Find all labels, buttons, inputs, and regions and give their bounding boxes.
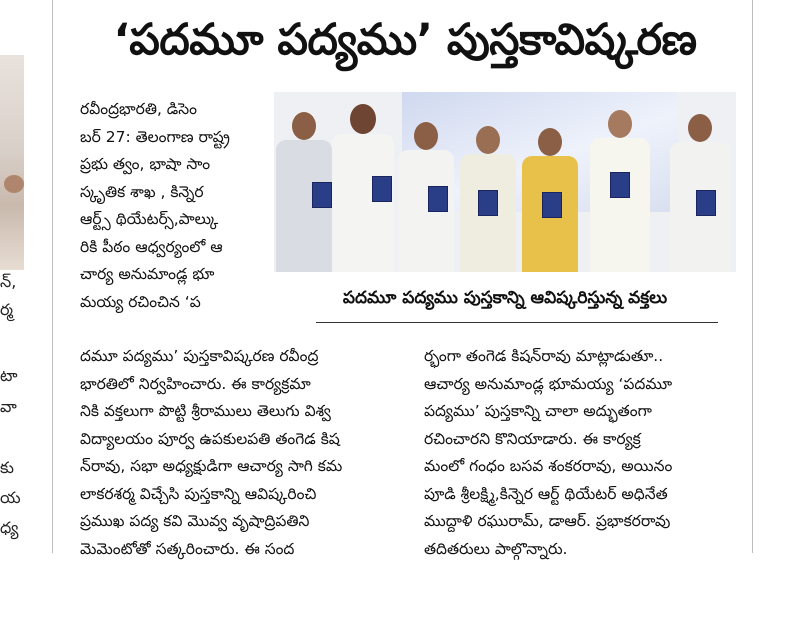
text-line: లాకరశర్మ విచ్చేసి పుస్తకాన్ని ఆవిష్కరించి [80, 484, 317, 503]
person-figure [398, 122, 454, 272]
text-line: రవీంద్రభారతి, డిసెం [80, 100, 198, 118]
adjacent-photo-detail [4, 175, 24, 193]
adjacent-text-fragment: టా [0, 366, 18, 385]
adjacent-text-fragment: ర్మ [0, 300, 14, 319]
text-line: విద్యాలయం పూర్వ ఉపకులపతి తంగెడ కిష [80, 429, 340, 448]
text-line: రికి పీఠం ఆధ్వర్యంలో ఆ [80, 237, 223, 256]
left-adjacent-article [0, 0, 58, 638]
text-line: మయ్య రచించిన ‘ప [80, 292, 201, 311]
adjacent-photo-fragment [0, 55, 24, 270]
text-line: ప్రభు త్వం, భాషా సాం [80, 155, 211, 173]
person-figure [670, 114, 730, 272]
text-line: దమూ పద్యము’ పుస్తకావిష్కరణ రవీంద్ర [80, 347, 319, 365]
adjacent-text-fragment: వా [0, 397, 17, 416]
adjacent-text-fragment: ధ్య [0, 518, 19, 537]
photo-caption: పదమూ పద్యము పుస్తకాన్ని ఆవిష్కరిస్తున్న వక్తలు [342, 288, 668, 308]
right-adjacent-article [756, 0, 800, 638]
text-line: ర్భంగా తంగెడ కిషన్‌రావు మాట్లాడుతూ.. [424, 347, 664, 365]
text-line: నికి వక్తలుగా పొట్టి శ్రీరాములు తెలుగు విశ్వ [80, 402, 331, 420]
text-line: స్కృతిక శాఖ , కిన్నెర [80, 182, 204, 201]
text-line: పద్యము’ పుస్తకాన్ని చాలా అద్భుతంగా [424, 402, 652, 420]
event-photo [274, 92, 736, 272]
column-divider-right [752, 0, 753, 553]
text-line: ఆర్ట్స్ థియేటర్స్,పాల్కు [80, 210, 219, 228]
person-figure [276, 112, 332, 272]
text-line: మెమెంటోతో సత్కరించారు. ఈ సంద [80, 539, 295, 558]
adjacent-text-fragment: కు [0, 458, 14, 477]
adjacent-text-fragment: న్, [0, 272, 17, 291]
text-line: ముద్దాళి రఘురామ్, డాఆర్. ప్రభాకరరావు [424, 512, 671, 530]
text-line: ప్రముఖ పద్య కవి మొవ్వ వృషాద్రిపతిని [80, 512, 310, 530]
text-line: పూడి శ్రీలక్ష్మి,కిన్నెర ఆర్ట్ థియేటర్ అధినేత [424, 484, 668, 503]
text-line: న్‌రావు, సభా అధ్యక్షుడిగా ఆచార్య సాగి కమ [80, 457, 343, 475]
column-divider-left [52, 0, 53, 553]
article-body-column-1 [80, 343, 410, 563]
caption-rule [316, 322, 718, 323]
person-figure [590, 110, 650, 272]
person-figure [522, 128, 578, 272]
text-line: తదితరులు పాల్గొన్నారు. [424, 539, 568, 558]
text-line: చార్య అనుమాండ్ల భూ [80, 265, 215, 283]
adjacent-text-fragment: య [0, 488, 21, 507]
text-line: రచించారని కొనియాడారు. ఈ కార్యక్ర [424, 429, 641, 448]
article-headline: ‘పదమూ పద్యము’ పుస్తకావిష్కరణ [113, 15, 697, 65]
text-line: భారతిలో నిర్వహించారు. ఈ కార్యక్రమా [80, 374, 311, 393]
article-intro-column [80, 96, 266, 316]
text-line: బర్ 27: తెలంగాణ రాష్ట్ర [80, 127, 230, 146]
article-body-column-2 [424, 343, 754, 563]
person-figure [332, 104, 394, 272]
person-figure [460, 126, 516, 272]
text-line: ఆచార్య అనుమాండ్ల భూమయ్య ‘పదమూ [424, 374, 673, 393]
text-line: మంలో గంధం బసవ శంకరరావు, అయినం [424, 457, 673, 475]
